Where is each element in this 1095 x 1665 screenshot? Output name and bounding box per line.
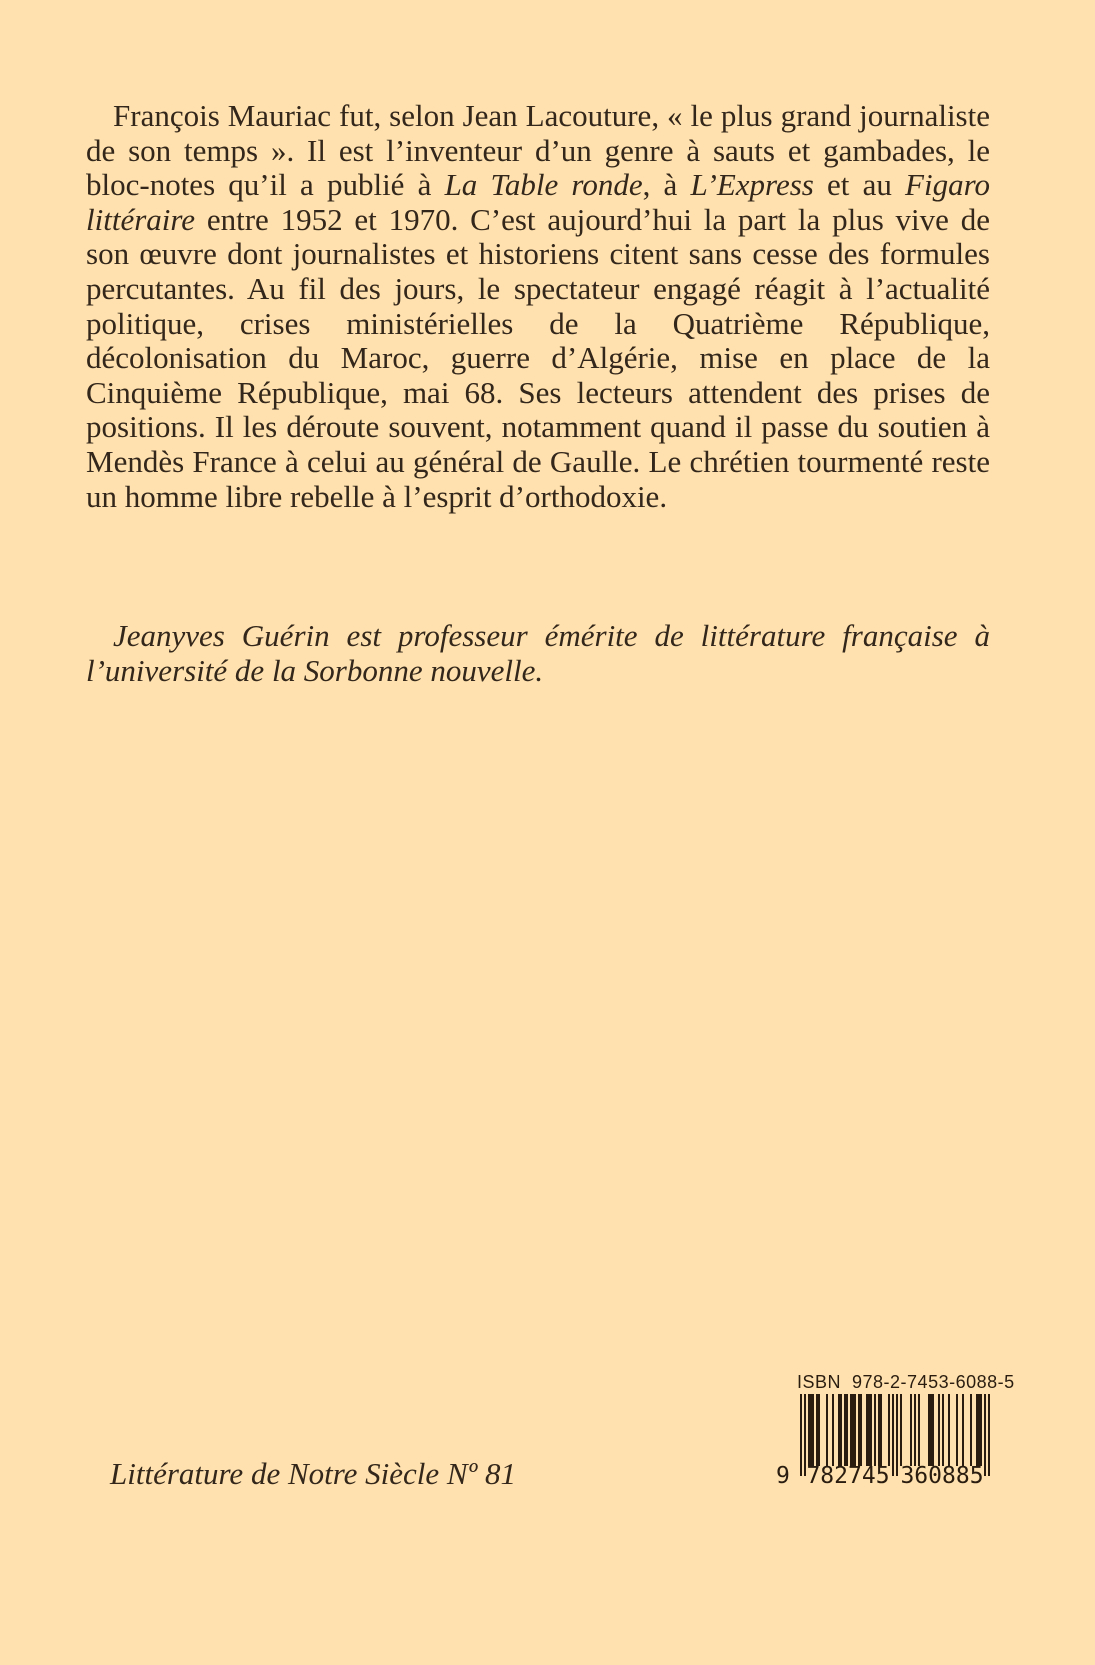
ean13-barcode: [776, 1394, 990, 1494]
blurb-text-1: François Mauriac fut, selon Jean Lacouture, « le plus grand journaliste de son temps ». Il est l’inventeur d’un genre à sauts et gambades, le bloc-notes qu’il a publié à: [86, 98, 990, 203]
barcode-digit-lead: 9: [776, 1463, 790, 1489]
isbn-label: ISBN 978-2-7453-6088-5: [797, 1372, 1015, 1392]
series-label: Littérature de Notre Siècle Nº 81: [110, 1456, 516, 1491]
barcode-digits-right: 360885: [900, 1463, 984, 1489]
back-cover-blurb: [86, 99, 990, 514]
blurb-italic-title-3: Figaro littéraire: [86, 167, 990, 237]
barcode-digits-left: 782745: [806, 1463, 890, 1489]
author-note: Jeanyves Guérin est professeur émérite de littérature française à l’université de la Sorbonne nouvelle.: [86, 618, 990, 688]
blurb-text-2: , à: [642, 167, 691, 203]
blurb-italic-title-1: La Table ronde: [444, 167, 643, 203]
blurb-italic-title-2: L’Express: [690, 167, 814, 203]
blurb-text-3: et au: [813, 167, 906, 203]
blurb-text-4: entre 1952 et 1970. C’est aujourd’hui la part la plus vive de son œuvre dont journalistes et historiens citent sans cesse des formules percutantes. Au fil des jours, le spectateur engagé réagit à l’actualité politique, crises ministérielles de la Quatrième République, décolonisation du Maroc, guerre d’Algérie, mise en place de la Cinquième République, mai 68. Ses lecteurs attendent des prises de positions. Il les déroute souvent, notamment quand il passe du soutien à Mendès France à celui au général de Gaulle. Le chrétien tourmenté reste un homme libre rebelle à l’esprit d’orthodoxie.: [86, 201, 990, 514]
